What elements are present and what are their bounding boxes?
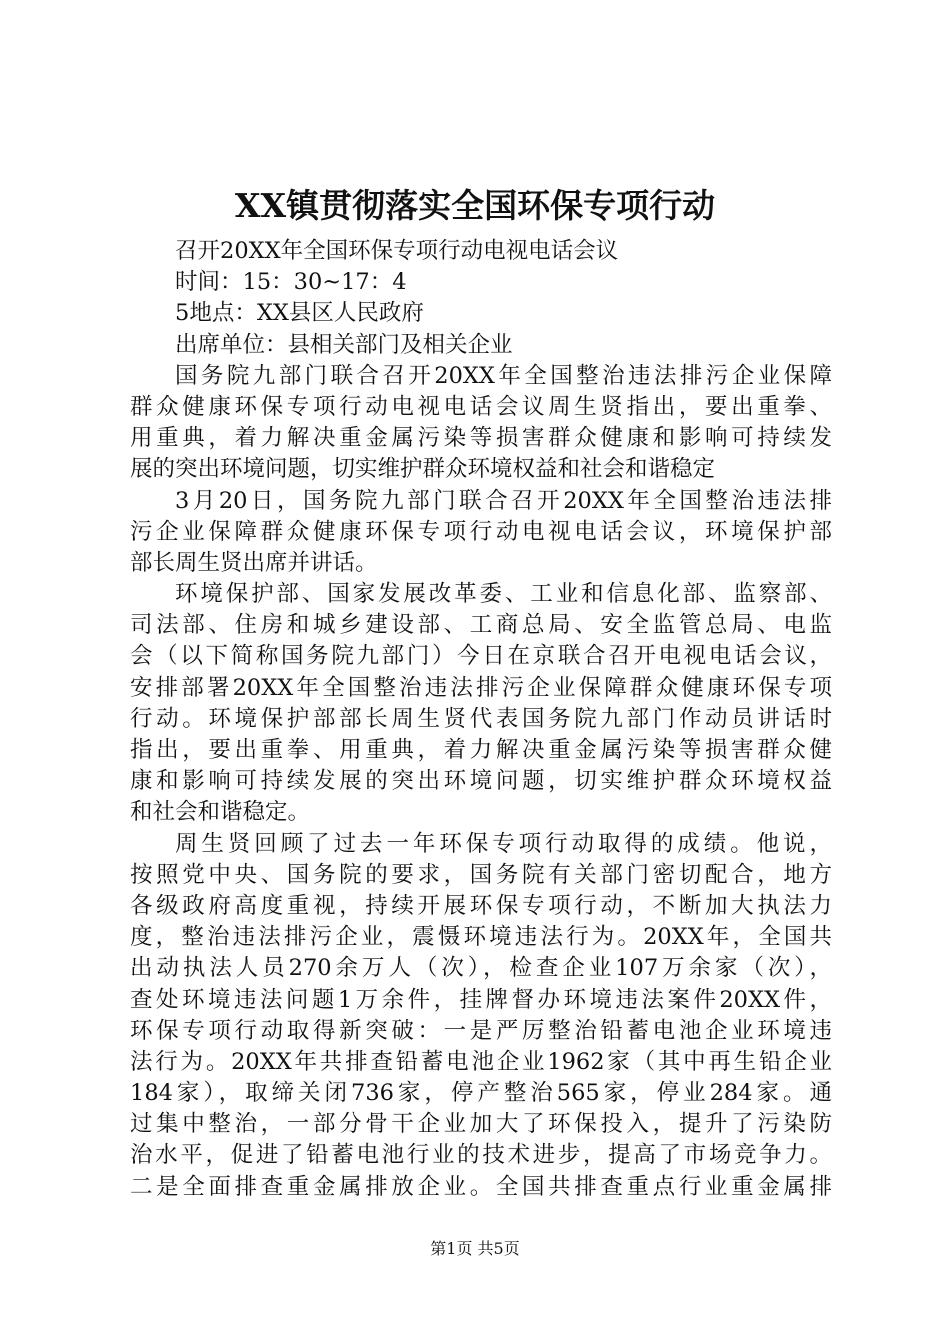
text-line: 5地点：XX县区人民政府: [175, 300, 424, 327]
text-line: 召开20XX年全国环保专项行动电视电话会议: [175, 238, 619, 264]
text-line: 用重典，着力解决重金属污染等损害群众健康和影响可持续发: [130, 425, 832, 452]
text-line: 出动执法人员270余万人（次），检查企业107万余家（次），: [130, 955, 832, 982]
text-line: 和社会和谐稳定。: [130, 799, 311, 826]
text-line: 环保专项行动取得新突破：一是严厉整治铅蓄电池企业环境违: [130, 1017, 832, 1044]
page-number: 第1页 共5页: [430, 1239, 520, 1258]
text-line: 按照党中央、国务院的要求，国务院有关部门密切配合，地方: [130, 861, 832, 888]
text-line: 二是全面排查重金属排放企业。全国共排查重点行业重金属排: [130, 1173, 832, 1200]
text-line: 度，整治违法排污企业，震慑环境违法行为。20XX年，全国共: [130, 924, 832, 951]
text-line: 出席单位：县相关部门及相关企业: [175, 331, 513, 358]
text-line: 3月20日，国务院九部门联合召开20XX年全国整治违法排: [175, 487, 832, 514]
document-title: XX镇贯彻落实全国环保专项行动: [234, 186, 716, 225]
text-line: 查处环境违法问题1万余件，挂牌督办环境违法案件20XX件，: [130, 986, 832, 1013]
text-line: 治水平，促进了铅蓄电池行业的技术进步，提高了市场竞争力。: [130, 1142, 832, 1169]
text-line: 部长周生贤出席并讲话。: [130, 549, 378, 576]
text-line: 周生贤回顾了过去一年环保专项行动取得的成绩。他说，: [175, 830, 832, 857]
text-line: 法行为。20XX年共排查铅蓄电池企业1962家（其中再生铅企业: [130, 1048, 832, 1075]
text-line: 会（以下简称国务院九部门）今日在京联合召开电视电话会议，: [130, 643, 832, 670]
text-line: 康和影响可持续发展的突出环境问题，切实维护群众环境权益: [130, 768, 832, 795]
document-body: [130, 236, 832, 1203]
text-line: 行动。环境保护部部长周生贤代表国务院九部门作动员讲话时: [130, 705, 832, 732]
text-line: 司法部、住房和城乡建设部、工商总局、安全监管总局、电监: [130, 612, 832, 639]
text-line: 各级政府高度重视，持续开展环保专项行动，不断加大执法力: [130, 892, 832, 919]
text-line: 184家），取缔关闭736家，停产整治565家，停业284家。通: [130, 1080, 832, 1107]
text-line: 安排部署20XX年全国整治违法排污企业保障群众健康环保专项: [130, 674, 832, 701]
text-line: 群众健康环保专项行动电视电话会议周生贤指出，要出重拳、: [130, 393, 832, 420]
text-line: 展的突出环境问题，切实维护群众环境权益和社会和谐稳定: [130, 456, 716, 483]
text-line: 过集中整治，一部分骨干企业加大了环保投入，提升了污染防: [130, 1111, 832, 1138]
text-line: 污企业保障群众健康环保专项行动电视电话会议，环境保护部: [130, 518, 832, 545]
text-line: 环境保护部、国家发展改革委、工业和信息化部、监察部、: [175, 581, 832, 608]
text-line: 时间：15：30~17：4: [175, 269, 407, 296]
text-line: 指出，要出重拳、用重典，着力解决重金属污染等损害群众健: [130, 737, 832, 763]
text-line: 国务院九部门联合召开20XX年全国整治违法排污企业保障: [175, 362, 832, 389]
